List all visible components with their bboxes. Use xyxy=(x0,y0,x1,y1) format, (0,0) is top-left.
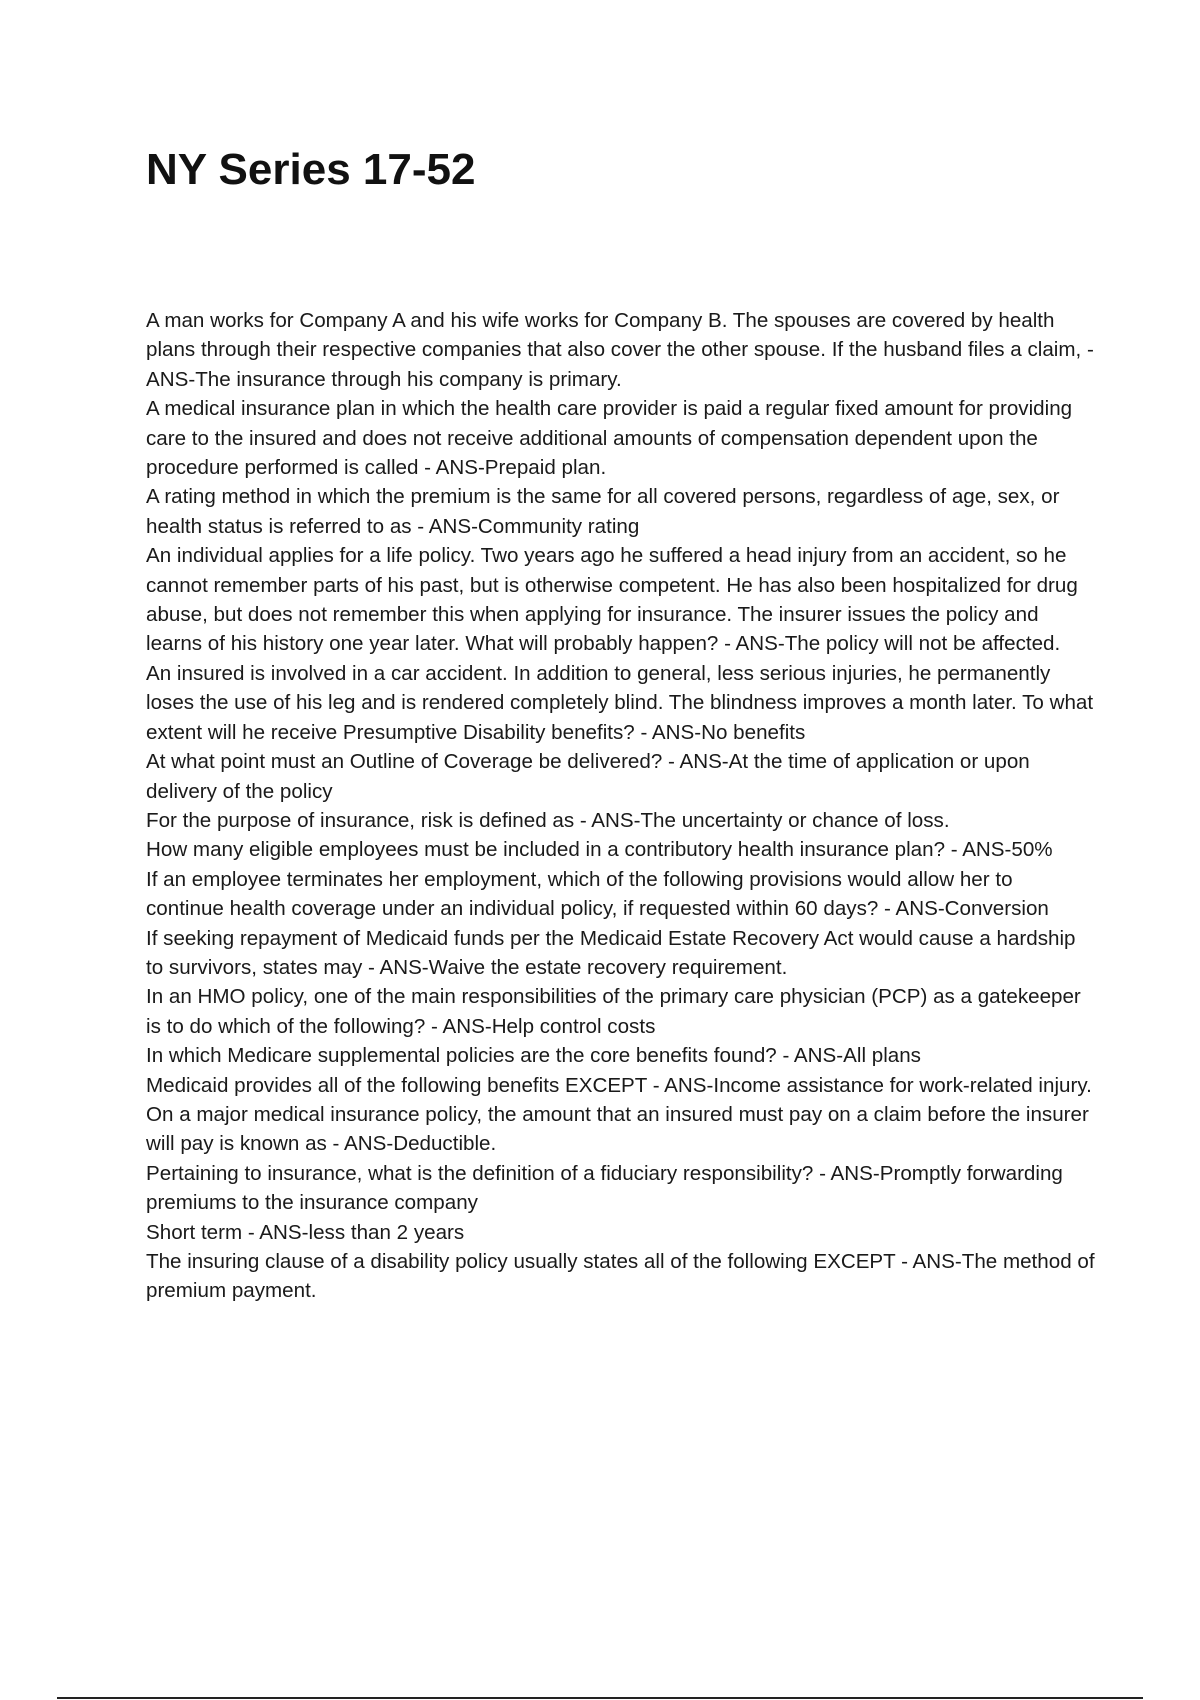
qa-item: Medicaid provides all of the following benefits EXCEPT - ANS-Income assistance for work-related injury. xyxy=(146,1073,1092,1097)
qa-item: At what point must an Outline of Coverage be delivered? - ANS-At the time of application or upon delivery of the policy xyxy=(146,750,1030,803)
qa-item: A medical insurance plan in which the health care provider is paid a regular fixed amount for providing care to the insured and does not receive additional amounts of compensation dependent upon the procedure performed is called - ANS-Prepaid plan. xyxy=(146,397,1073,480)
qa-item: In which Medicare supplemental policies are the core benefits found? - ANS-All plans xyxy=(146,1044,921,1068)
qa-item: A rating method in which the premium is the same for all covered persons, regardless of age, sex, or health status is referred to as - ANS-Community rating xyxy=(146,485,1060,538)
footer-divider xyxy=(57,1697,1143,1699)
qa-item: Short term - ANS-less than 2 years xyxy=(146,1220,465,1244)
qa-item: Pertaining to insurance, what is the definition of a fiduciary responsibility? - ANS-Promptly forwarding premiums to the insurance company xyxy=(146,1161,1063,1215)
qa-item: A man works for Company A and his wife works for Company B. The spouses are covered by health plans through their respective companies that also cover the other spouse. If the husband files a claim, - ANS-The insurance through his company is primary. xyxy=(146,309,1094,391)
qa-item: How many eligible employees must be included in a contributory health insurance plan? - ANS-50% xyxy=(146,838,1053,862)
qa-item: If an employee terminates her employment, which of the following provisions would allow her to continue health coverage under an individual policy, if requested within 60 days? - ANS-Conversion xyxy=(146,867,1049,921)
qa-item: In an HMO policy, one of the main responsibilities of the primary care physician (PCP) as a gatekeeper is to do which of the following? - ANS-Help control costs xyxy=(146,985,1081,1038)
document-title: NY Series 17-52 xyxy=(146,145,476,194)
qa-item: An individual applies for a life policy. Two years ago he suffered a head injury from an accident, so he cannot remember parts of his past, but is otherwise competent. He has also been hospitalized for drug abuse, but does not remember this when applying for insurance. The insurer issues the policy and learns of his history one year later. What will probably happen? - ANS-The policy will not be affected. xyxy=(146,544,1078,656)
qa-item: An insured is involved in a car accident. In addition to general, less serious injuries, he permanently loses the use of his leg and is rendered completely blind. The blindness improves a month later. To what extent will he receive Presumptive Disability benefits? - ANS-No benefits xyxy=(146,661,1094,744)
qa-item: The insuring clause of a disability policy usually states all of the following EXCEPT - ANS-The method of premium payment. xyxy=(146,1250,1095,1303)
qa-item: On a major medical insurance policy, the amount that an insured must pay on a claim before the insurer will pay is known as - ANS-Deductible. xyxy=(146,1102,1089,1156)
question-answer-list xyxy=(146,306,1096,1306)
qa-item: If seeking repayment of Medicaid funds per the Medicaid Estate Recovery Act would cause a hardship to survivors, states may - ANS-Waive the estate recovery requirement. xyxy=(146,926,1076,979)
qa-item: For the purpose of insurance, risk is defined as - ANS-The uncertainty or chance of loss. xyxy=(146,808,950,832)
